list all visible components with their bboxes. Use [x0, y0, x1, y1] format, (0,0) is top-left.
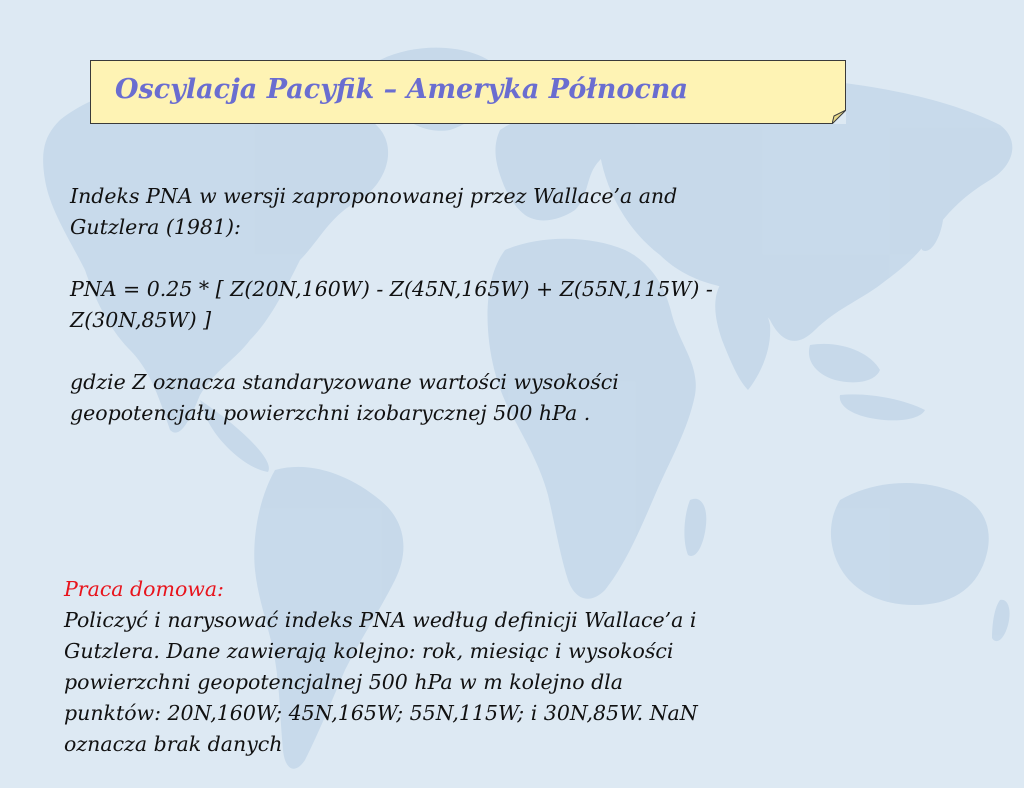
homework-line: Policzyć i narysować indeks PNA według definicji Wallace’a i: [64, 608, 697, 632]
homework-line: oznacza brak danych: [64, 732, 283, 756]
spacer: [70, 243, 910, 274]
homework-line: powierzchni geopotencjalnej 500 hPa w m kolejno dla: [64, 670, 623, 694]
intro-line-1: Indeks PNA w wersji zaproponowanej przez Wallace’a and: [70, 184, 678, 208]
slide-title: Oscylacja Pacyfik – Ameryka Północna: [115, 74, 688, 105]
homework-line: punktów: 20N,160W; 45N,165W; 55N,115W; i 30N,85W. NaN: [64, 701, 698, 725]
definition-line-2: geopotencjału powierzchni izobarycznej 500 hPa .: [70, 401, 591, 425]
formula-line-2: Z(30N,85W) ]: [70, 308, 212, 332]
formula-line-1: PNA = 0.25 * [ Z(20N,160W) - Z(45N,165W) + Z(55N,115W) -: [70, 277, 713, 301]
main-content: [70, 181, 910, 429]
title-box: [90, 60, 846, 124]
spacer: [70, 336, 910, 367]
intro-line-2: Gutzlera (1981):: [70, 215, 241, 239]
definition-line-1: gdzie Z oznacza standaryzowane wartości wysokości: [70, 370, 619, 394]
homework-line: Gutzlera. Dane zawierają kolejno: rok, miesiąc i wysokości: [64, 639, 674, 663]
folded-corner-icon: [832, 110, 846, 124]
homework-section: [64, 574, 964, 760]
homework-heading: Praca domowa:: [64, 577, 224, 601]
